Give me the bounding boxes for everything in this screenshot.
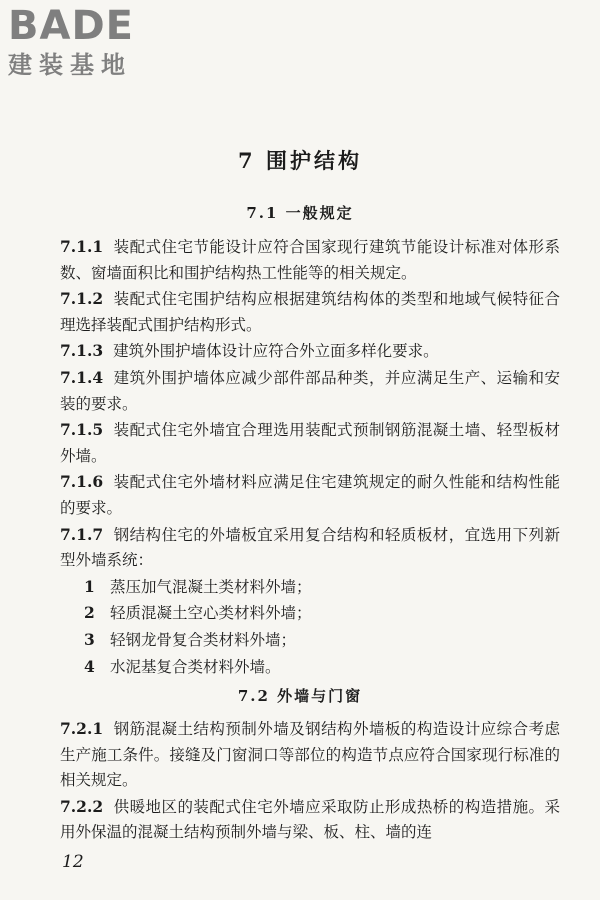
list-item — [60, 600, 560, 627]
list-item — [60, 654, 560, 681]
list-item-text: 轻质混凝土空心类材料外墙； — [110, 604, 312, 623]
clause-text: 建筑外围护墙体应减少部件部品种类，并应满足生产、运输和安装的要求。 — [60, 368, 560, 413]
clause-number: 7.2.1 — [60, 719, 104, 738]
clause-number: 7.1.5 — [60, 420, 104, 440]
list-item-text: 轻钢龙骨复合类材料外墙； — [110, 630, 297, 649]
page-number: 12 — [62, 852, 84, 872]
clause-text: 装配式住宅节能设计应符合国家现行建筑节能设计标准对体形系数、窗墙面积比和围护结构热工性能等的相关规定。 — [60, 238, 560, 282]
clause-7-2-1 — [60, 716, 560, 794]
clause-text: 钢筋混凝土结构预制外墙及钢结构外墙板的构造设计应综合考虑生产施工条件。接缝及门窗洞口等部位的构造节点应符合国家现行标准的相关规定。 — [60, 720, 560, 790]
wall-system-list — [60, 574, 560, 680]
clause-7-1-1 — [60, 234, 560, 286]
clause-number: 7.1.2 — [60, 289, 104, 309]
clause-text: 供暖地区的装配式住宅外墙应采取防止形成热桥的构造措施。采用外保温的混凝土结构预制外墙与梁、板、柱、墙的连 — [60, 797, 560, 842]
clause-text: 钢结构住宅的外墙板宜采用复合结构和轻质板材，宜选用下列新型外墙系统： — [60, 525, 560, 570]
logo-mark: BADE — [8, 3, 134, 49]
bade-logo — [8, 4, 134, 80]
logo-subtitle: 建装基地 — [8, 51, 132, 79]
clause-7-1-4 — [60, 365, 560, 417]
section-7-1-title: 7.1 一般规定 — [246, 204, 354, 222]
clause-number: 7.1.3 — [60, 341, 104, 361]
clause-7-2-2 — [60, 794, 560, 846]
list-item-number: 4 — [84, 656, 95, 676]
clause-number: 7.1.4 — [60, 367, 104, 387]
section-7-2-body — [60, 716, 560, 846]
list-item-text: 水泥基复合类材料外墙。 — [110, 657, 281, 676]
list-item-number: 1 — [84, 576, 95, 596]
clause-7-1-3 — [60, 338, 560, 365]
clause-text: 装配式住宅围护结构应根据建筑结构体的类型和地域气候特征合理选择装配式围护结构形式。 — [60, 290, 560, 334]
clause-7-1-7 — [60, 522, 560, 574]
clause-7-1-6 — [60, 469, 560, 521]
section-7-1-body — [60, 234, 560, 680]
list-item — [60, 627, 560, 654]
clause-text: 装配式住宅外墙宜合理选用装配式预制钢筋混凝土墙、轻型板材外墙。 — [60, 421, 560, 465]
list-item-text: 蒸压加气混凝土类材料外墙； — [110, 577, 312, 596]
list-item-number: 3 — [84, 629, 95, 649]
clause-7-1-2 — [60, 286, 560, 338]
chapter-title: 7 围护结构 — [238, 148, 362, 173]
clause-text: 装配式住宅外墙材料应满足住宅建筑规定的耐久性能和结构性能的要求。 — [60, 473, 560, 517]
section-7-2-title: 7.2 外墙与门窗 — [237, 687, 363, 705]
list-item-number: 2 — [84, 603, 95, 623]
clause-text: 建筑外围护墙体设计应符合外立面多样化要求。 — [113, 342, 439, 361]
clause-number: 7.1.7 — [60, 524, 104, 544]
clause-7-1-5 — [60, 417, 560, 469]
clause-number: 7.2.2 — [60, 796, 104, 816]
list-item — [60, 574, 560, 601]
clause-number: 7.1.1 — [60, 237, 104, 256]
clause-number: 7.1.6 — [60, 472, 104, 492]
